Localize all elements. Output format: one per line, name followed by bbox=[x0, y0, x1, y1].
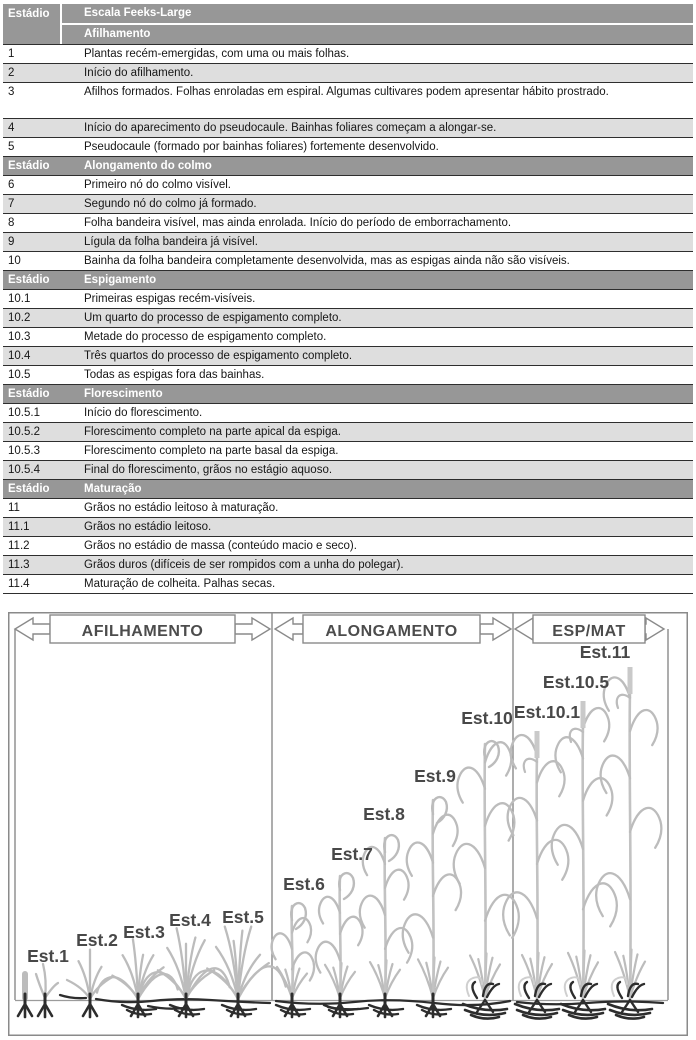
phase-banner bbox=[515, 615, 664, 643]
plant-stage-label: Est.11 bbox=[579, 642, 631, 662]
section-estadio-label: Estádio bbox=[8, 388, 50, 400]
section-header-row bbox=[3, 271, 693, 290]
table-row bbox=[3, 45, 693, 64]
header-scale-cell bbox=[60, 4, 693, 44]
stage-description-cell: Primeiro nó do colmo visível. bbox=[84, 179, 231, 191]
stage-id-cell: 11.4 bbox=[8, 578, 30, 590]
plant-stage-label: Est.10.1 bbox=[513, 702, 581, 722]
stage-description-cell: Folha bandeira visível, mas ainda enrolada. Início do período de emborrachamento. bbox=[84, 217, 512, 229]
table-row bbox=[3, 138, 693, 157]
stage-description-cell: Grãos no estádio de massa (conteúdo macio e seco). bbox=[84, 540, 357, 552]
stage-id-cell: 3 bbox=[8, 86, 15, 98]
stage-description-cell: Plantas recém-emergidas, com uma ou mais folhas. bbox=[84, 48, 350, 60]
stage-description-cell: Afilhos formados. Folhas enroladas em espiral. Algumas cultivares podem apresentar hábito prostrado. bbox=[84, 86, 609, 98]
stage-id-cell: 7 bbox=[8, 198, 15, 210]
table-row bbox=[3, 290, 693, 309]
plant-stage-label: Est.4 bbox=[169, 910, 211, 930]
stage-id-cell: 11.3 bbox=[8, 559, 30, 571]
stage-id-cell: 11 bbox=[8, 502, 20, 514]
stage-description-cell: Grãos no estádio leitoso à maturação. bbox=[84, 502, 279, 514]
table-row bbox=[3, 214, 693, 233]
stage-description-cell: Grãos duros (difíceis de ser rompidos com a unha do polegar). bbox=[84, 559, 404, 571]
section-title: Espigamento bbox=[84, 274, 157, 286]
stage-description-cell: Florescimento completo na parte apical da espiga. bbox=[84, 426, 341, 438]
table-row bbox=[3, 518, 693, 537]
stage-id-cell: 10.5.3 bbox=[8, 445, 40, 457]
plant-stage-label: Est.1 bbox=[27, 946, 69, 966]
stage-id-cell: 10.1 bbox=[8, 293, 31, 305]
table-row bbox=[3, 404, 693, 423]
stage-description-cell: Um quarto do processo de espigamento completo. bbox=[84, 312, 342, 324]
header-first-section-title: Afilhamento bbox=[84, 28, 151, 40]
section-header-row bbox=[3, 480, 693, 499]
stage-description-cell: Pseudocaule (formado por bainhas foliares) fortemente desenvolvido. bbox=[84, 141, 439, 153]
stage-description-cell: Metade do processo de espigamento completo. bbox=[84, 331, 327, 343]
growth-stages-figure bbox=[8, 612, 688, 1036]
stage-description-cell: Início do florescimento. bbox=[84, 407, 203, 419]
section-estadio-label: Estádio bbox=[8, 274, 50, 286]
stage-id-cell: 10 bbox=[8, 255, 21, 267]
stage-id-cell: 8 bbox=[8, 217, 15, 229]
plant-stage-label: Est.6 bbox=[283, 874, 325, 894]
plant-stage-label: Est.3 bbox=[123, 922, 165, 942]
plant-stage-label: Est.9 bbox=[414, 766, 456, 786]
stage-description-cell: Início do aparecimento do pseudocaule. Bainhas foliares começam a alongar-se. bbox=[84, 122, 497, 134]
table-row bbox=[3, 537, 693, 556]
stage-id-cell: 10.3 bbox=[8, 331, 31, 343]
table-row bbox=[3, 499, 693, 518]
stage-description-cell: Grãos no estádio leitoso. bbox=[84, 521, 212, 533]
plant-stage-label: Est.7 bbox=[331, 844, 373, 864]
table-row bbox=[3, 575, 693, 594]
stage-description-cell: Bainha da folha bandeira completamente desenvolvida, mas as espigas ainda não são visíveis. bbox=[84, 255, 570, 267]
banner-label: AFILHAMENTO bbox=[81, 623, 204, 640]
section-header-row bbox=[3, 385, 693, 404]
section-title: Alongamento do colmo bbox=[84, 160, 212, 172]
table-row bbox=[3, 195, 693, 214]
table-row bbox=[3, 328, 693, 347]
plant-stage-label: Est.10 bbox=[461, 708, 513, 728]
stage-id-cell: 10.2 bbox=[8, 312, 31, 324]
table-row bbox=[3, 64, 693, 83]
phase-banner bbox=[275, 615, 511, 643]
section-estadio-label: Estádio bbox=[8, 160, 50, 172]
stage-id-cell: 1 bbox=[8, 48, 15, 60]
feeks-scale-table bbox=[3, 4, 693, 594]
phase-banner bbox=[15, 615, 270, 643]
table-row bbox=[3, 233, 693, 252]
stage-id-cell: 10.5.1 bbox=[8, 407, 40, 419]
table-header bbox=[3, 4, 693, 45]
section-title: Florescimento bbox=[84, 388, 163, 400]
stage-description-cell: Florescimento completo na parte basal da espiga. bbox=[84, 445, 339, 457]
stage-description-cell: Segundo nó do colmo já formado. bbox=[84, 198, 257, 210]
header-scale-title: Escala Feeks-Large bbox=[62, 4, 693, 25]
header-estadio-cell: Estádio bbox=[8, 8, 50, 20]
stage-description-cell: Lígula da folha bandeira já visível. bbox=[84, 236, 258, 248]
table-row bbox=[3, 556, 693, 575]
stage-id-cell: 5 bbox=[8, 141, 15, 153]
banner-label: ESP/MAT bbox=[552, 623, 626, 640]
stage-description-cell: Todas as espigas fora das bainhas. bbox=[84, 369, 265, 381]
stage-id-cell: 10.4 bbox=[8, 350, 31, 362]
stage-description-cell: Início do afilhamento. bbox=[84, 67, 194, 79]
stage-description-cell: Final do florescimento, grãos no estágio aquoso. bbox=[84, 464, 333, 476]
table-row bbox=[3, 442, 693, 461]
stage-id-cell: 11.2 bbox=[8, 540, 30, 552]
stage-description-cell: Primeiras espigas recém-visíveis. bbox=[84, 293, 256, 305]
table-row bbox=[3, 176, 693, 195]
table-row bbox=[3, 119, 693, 138]
growth-stages-diagram bbox=[8, 612, 688, 1036]
stage-id-cell: 2 bbox=[8, 67, 15, 79]
stage-id-cell: 10.5.4 bbox=[8, 464, 40, 476]
stage-description-cell: Três quartos do processo de espigamento completo. bbox=[84, 350, 353, 362]
table-row bbox=[3, 347, 693, 366]
plant-stage-label: Est.5 bbox=[222, 907, 264, 927]
table-row bbox=[3, 461, 693, 480]
section-header-row bbox=[3, 157, 693, 176]
stage-description-cell: Maturação de colheita. Palhas secas. bbox=[84, 578, 276, 590]
plant-stage-label: Est.2 bbox=[76, 930, 118, 950]
table-row bbox=[3, 309, 693, 328]
table-row bbox=[3, 366, 693, 385]
stage-id-cell: 10.5.2 bbox=[8, 426, 40, 438]
section-title: Maturação bbox=[84, 483, 142, 495]
plant-stage-label: Est.10.5 bbox=[542, 672, 610, 692]
stage-id-cell: 6 bbox=[8, 179, 15, 191]
table-row bbox=[3, 423, 693, 442]
banner-label: ALONGAMENTO bbox=[325, 623, 458, 640]
section-estadio-label: Estádio bbox=[8, 483, 50, 495]
stage-id-cell: 4 bbox=[8, 122, 15, 134]
table-row bbox=[3, 83, 693, 119]
stage-id-cell: 11.1 bbox=[8, 521, 30, 533]
table-body bbox=[3, 45, 693, 594]
stage-id-cell: 9 bbox=[8, 236, 15, 248]
stage-id-cell: 10.5 bbox=[8, 369, 31, 381]
table-row bbox=[3, 252, 693, 271]
plant-stage-label: Est.8 bbox=[363, 804, 405, 824]
